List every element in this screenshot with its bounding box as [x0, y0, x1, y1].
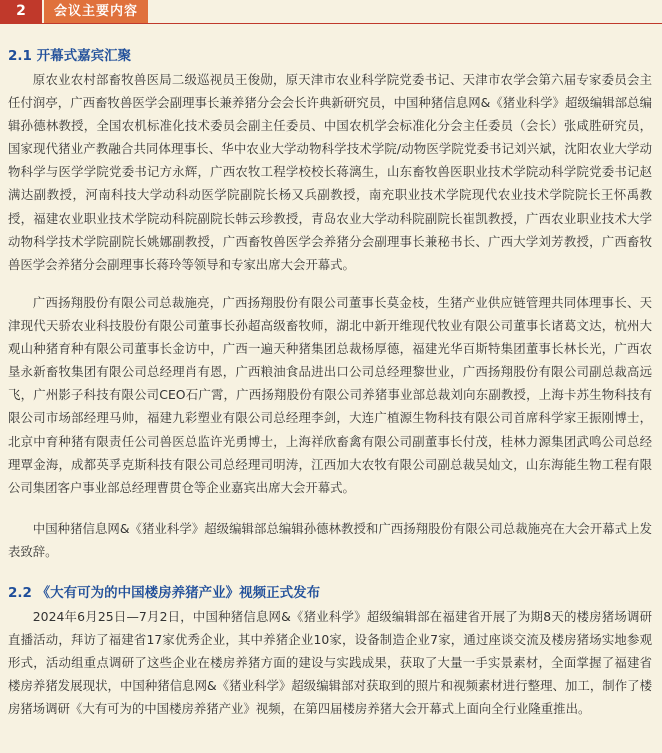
section-header — [0, 0, 662, 24]
header-divider — [0, 23, 662, 24]
section-number-badge: 2 — [0, 0, 42, 23]
section-title-badge: 会议主要内容 — [44, 0, 148, 23]
subsection-heading-opening: 2.1 开幕式嘉宾汇聚 — [8, 48, 132, 64]
paragraph-guests-enterprises: 广西扬翔股份有限公司总裁施亮，广西扬翔股份有限公司董事长莫金枝，生猪产业供应链管理共同体理事长、天津现代天骄农业科技股份有限公司董事长孙超高级畜牧师，湖北中新开维现代牧业有限公司董事长诸葛文达，杭州大观山种猪育种有限公司董事长金访中，广西一遍天种猪集团总裁杨厚德，福建光华百斯特集团董事长林长光，广西农垦永新畜牧集团有限公司总经理肖有恩，广西粮油食品进出口公司总经理黎世业，广西扬翔股份有限公司副总裁高远飞，广州影子科技有限公司CEO石广霄，广西扬翔股份有限公司养猪事业部总裁刘向东副教授，上海卡苏生物科技有限公司市场部经理马帅，福建九彩塑业有限公司总经理李剑，大连广植源生物科技有限公司首席科学家王振刚博士，北京中育种猪有限责任公司兽医总监许光勇博士，上海祥欣畜禽有限公司副董事长付茂，桂林力源集团武鸣公司总经理覃金海，成都英孚克斯科技有限公司总经理司明涛，江西加大农牧有限公司副总裁吴灿文，山东海能生物工程有限公司集团客户事业部总经理曹贯仓等企业嘉宾出席大会开幕式。 — [8, 295, 652, 495]
paragraph-guests-officials: 原农业农村部畜牧兽医局二级巡视员王俊勋，原天津市农业科学院党委书记、天津市农学会第六届专家委员会主任付润亭，广西畜牧兽医学会副理事长兼养猪分会会长许典新研究员，中国种猪信息网&《猪业科学》超级编辑部总编辑孙德林教授，全国农机标准化技术委员会副主任委员、中国农机学会标准化分会主任委员（会长）张咸胜研究员，国家现代猪业产教融合共同体理事长、华中农业大学动物科学技术学院/动物医学院党委书记刘兴斌，沈阳农业大学动物科学与医学学院党委书记方永辉，广西农牧工程学校校长蒋漓生，山东畜牧兽医职业技术学院动科学院党委书记赵满达副教授，河南科技大学动科动医学院副院长杨又兵副教授，南充职业技术学院现代农业技术学院院长王怀禹教授，福建农业职业技术学院动科院副院长韩云珍教授，青岛农业大学动科院副院长崔凯教授，广西农业职业技术大学动物科学技术学院副院长姚娜副教授，广西畜牧兽医学会养猪分会副理事长兼秘书长、广西大学刘芳教授，广西畜牧兽医学会养猪分会副理事长蒋玲等领导和专家出席大会开幕式。 — [8, 72, 652, 272]
paragraph-video-release: 2024年6月25日—7月2日，中国种猪信息网&《猪业科学》超级编辑部在福建省开展了为期8天的楼房猪场调研直播活动，拜访了福建省17家优秀企业，其中养猪企业10家，设备制造企业7家，通过座谈交流及楼房猪场实地参观形式，活动组重点调研了这些企业在楼房养猪方面的建设与实践成果，获取了大量一手实景素材，全面掌握了福建省楼房养猪发展现状，中国种猪信息网&《猪业科学》超级编辑部对获取到的照片和视频素材进行整理、加工，制作了楼房猪场调研《大有可为的中国楼房养猪产业》视频，在第四届楼房养猪大会开幕式上面向全行业隆重推出。 — [8, 609, 652, 717]
subsection-heading-video: 2.2 《大有可为的中国楼房养猪产业》视频正式发布 — [8, 585, 321, 601]
paragraph-opening-speeches: 中国种猪信息网&《猪业科学》超级编辑部总编辑孙德林教授和广西扬翔股份有限公司总裁施亮在大会开幕式上发表致辞。 — [8, 521, 652, 560]
